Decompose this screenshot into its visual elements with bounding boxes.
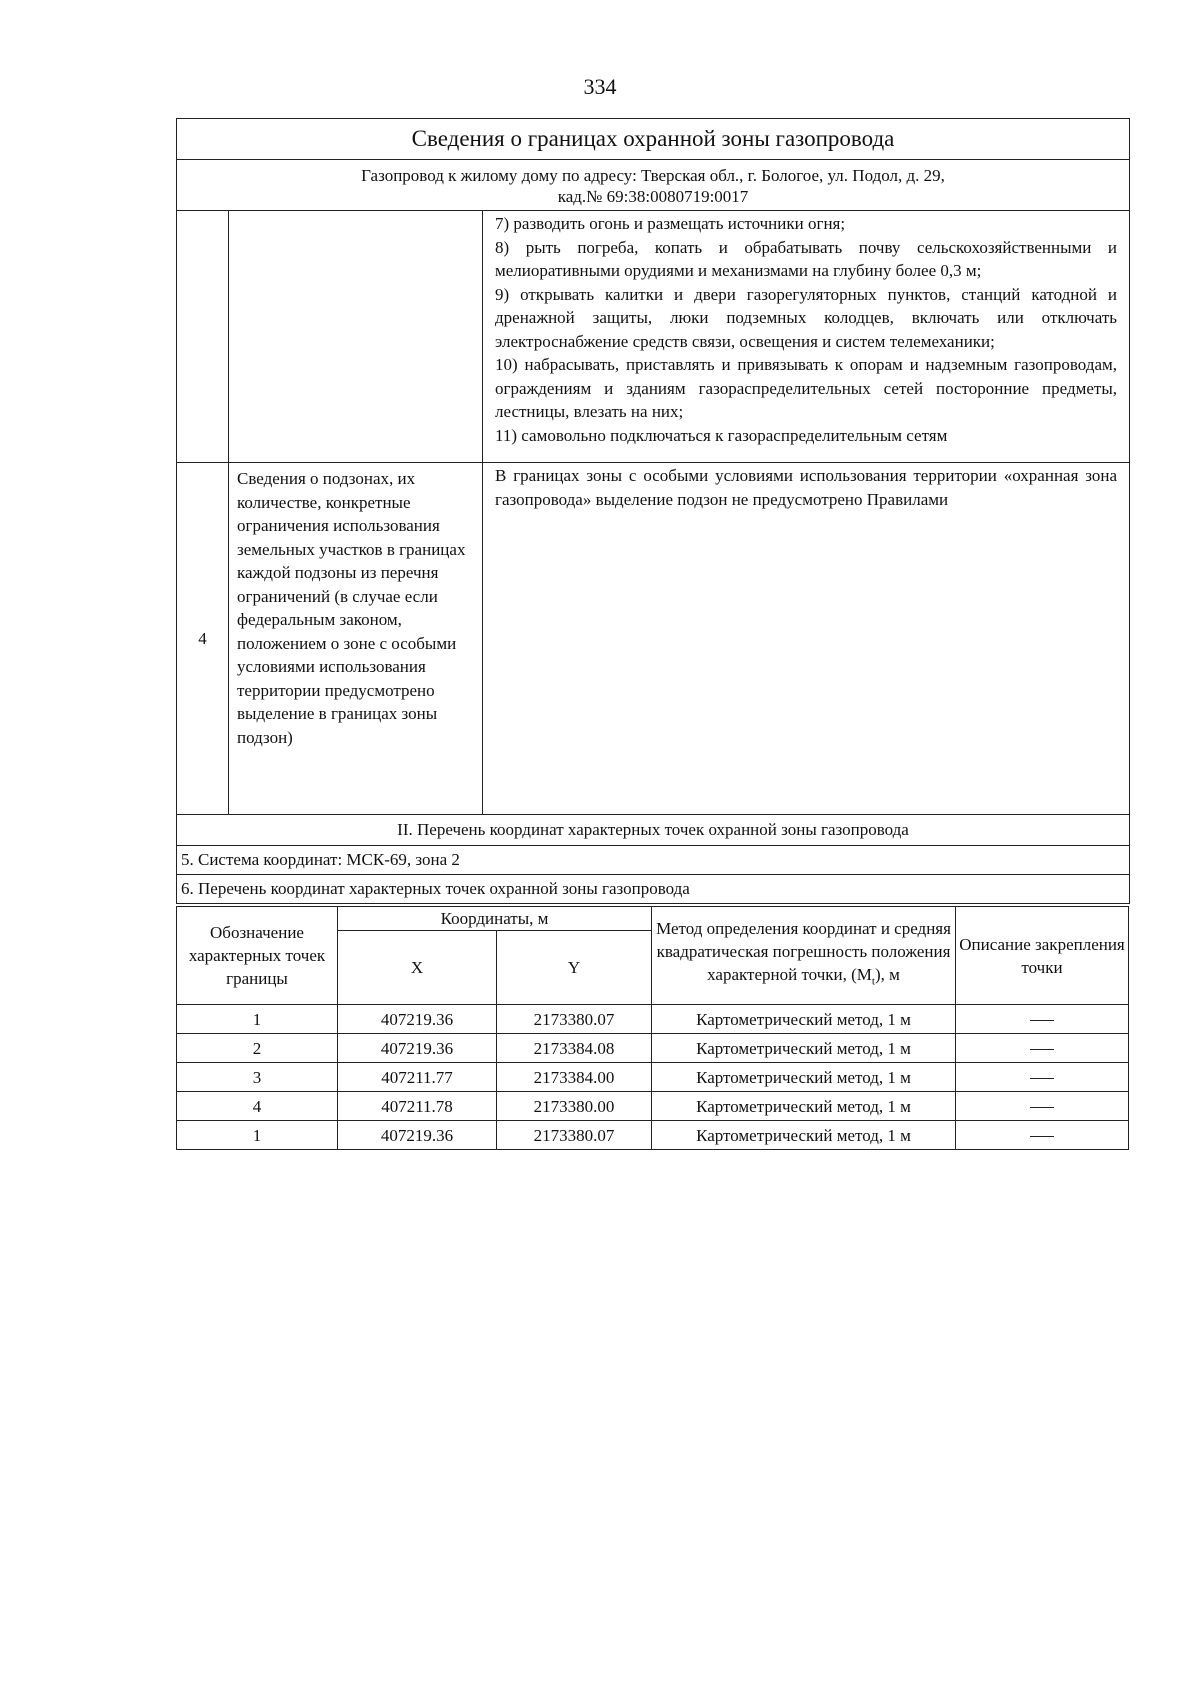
point-id: 1 bbox=[177, 1121, 338, 1150]
description-value bbox=[956, 1005, 1129, 1034]
point-id: 1 bbox=[177, 1005, 338, 1034]
table-row bbox=[177, 1063, 1129, 1092]
description-value bbox=[956, 1092, 1129, 1121]
table-row bbox=[177, 1005, 1129, 1034]
coordinate-system: 5. Система координат: МСК-69, зона 2 bbox=[177, 846, 1130, 875]
y-value: 2173380.07 bbox=[497, 1121, 652, 1150]
subzones-label: Сведения о подзонах, их количестве, конкретные ограничения использования земельных участков в границах каждой подзоны из перечня ограничений (в случае если федеральным законом, положением о зоне с особыми условиями использования территории предусмотрено выделение в границах зоны подзон) bbox=[229, 463, 483, 815]
row-number: 4 bbox=[177, 463, 229, 815]
table-row bbox=[177, 1121, 1129, 1150]
dash-mark bbox=[1030, 1136, 1054, 1137]
subzones-value: В границах зоны с особыми условиями использования территории «охранная зона газопровода» выделение подзон не предусмотрено Правилами bbox=[483, 463, 1130, 815]
description-value bbox=[956, 1121, 1129, 1150]
dash-mark bbox=[1030, 1020, 1054, 1021]
y-value: 2173384.08 bbox=[497, 1034, 652, 1063]
point-id: 4 bbox=[177, 1092, 338, 1121]
point-id: 2 bbox=[177, 1034, 338, 1063]
x-value: 407219.36 bbox=[338, 1121, 497, 1150]
header-point: Обозначение характерных точек границы bbox=[177, 907, 338, 1005]
x-value: 407219.36 bbox=[338, 1034, 497, 1063]
method-value: Картометрический метод, 1 м bbox=[652, 1034, 956, 1063]
table-row bbox=[177, 1034, 1129, 1063]
table-row bbox=[177, 1092, 1129, 1121]
header-y: Y bbox=[497, 931, 652, 1005]
description-value bbox=[956, 1034, 1129, 1063]
row-label-cell bbox=[229, 211, 483, 463]
y-value: 2173380.07 bbox=[497, 1005, 652, 1034]
section-2-title: II. Перечень координат характерных точек охранной зоны газопровода bbox=[177, 815, 1130, 846]
document-title: Сведения о границах охранной зоны газопровода bbox=[177, 119, 1130, 160]
description-value bbox=[956, 1063, 1129, 1092]
point-id: 3 bbox=[177, 1063, 338, 1092]
address-line: Газопровод к жилому дому по адресу: Тверская обл., г. Бологое, ул. Подол, д. 29, bbox=[361, 166, 945, 185]
x-value: 407211.77 bbox=[338, 1063, 497, 1092]
restriction-item: 10) набрасывать, приставлять и привязывать к опорам и надземным газопроводам, ограждениям и зданиям газораспределительных сетей посторонние предметы, лестницы, влезать на них; bbox=[495, 355, 1118, 421]
page-number: 334 bbox=[583, 74, 617, 99]
header-method-subscript: t bbox=[871, 975, 875, 988]
header-description: Описание закрепления точки bbox=[956, 907, 1129, 1005]
restriction-item: 7) разводить огонь и размещать источники огня; bbox=[495, 214, 846, 233]
y-value: 2173384.00 bbox=[497, 1063, 652, 1092]
dash-mark bbox=[1030, 1107, 1054, 1108]
header-coordinates: Координаты, м bbox=[338, 907, 652, 931]
restriction-item: 9) открывать калитки и двери газорегуляторных пунктов, станций катодной и дренажной защиты, люки подземных колодцев, включать или отключать электроснабжение средств связи, освещения и систем телемеханики; bbox=[495, 284, 1118, 351]
y-value: 2173380.00 bbox=[497, 1092, 652, 1121]
method-value: Картометрический метод, 1 м bbox=[652, 1121, 956, 1150]
header-method bbox=[652, 907, 956, 1005]
row-number-cell bbox=[177, 211, 229, 463]
x-value: 407211.78 bbox=[338, 1092, 497, 1121]
restriction-item: 8) рыть погреба, копать и обрабатывать почву сельскохозяйственными и мелиоративными орудиями и механизмами на глубину более 0,3 м; bbox=[495, 237, 1118, 280]
header-method-tail: ), м bbox=[874, 965, 900, 985]
dash-mark bbox=[1030, 1078, 1054, 1079]
coordinates-table bbox=[176, 906, 1129, 1150]
method-value: Картометрический метод, 1 м bbox=[652, 1005, 956, 1034]
cadastral-number: кад.№ 69:38:0080719:0017 bbox=[557, 187, 749, 206]
header-x: X bbox=[338, 931, 497, 1005]
method-value: Картометрический метод, 1 м bbox=[652, 1092, 956, 1121]
gas-pipeline-address bbox=[177, 160, 1130, 211]
restrictions-list bbox=[483, 211, 1130, 463]
zone-info-table bbox=[176, 118, 1130, 904]
x-value: 407219.36 bbox=[338, 1005, 497, 1034]
method-value: Картометрический метод, 1 м bbox=[652, 1063, 956, 1092]
header-method-text: Метод определения координат и средняя квадратическая погрешность положения характерной точки, (M bbox=[656, 919, 951, 985]
restriction-item: 11) самовольно подключаться к газораспределительным сетям bbox=[495, 425, 948, 445]
dash-mark bbox=[1030, 1049, 1054, 1050]
points-list-title: 6. Перечень координат характерных точек охранной зоны газопровода bbox=[177, 875, 1130, 904]
